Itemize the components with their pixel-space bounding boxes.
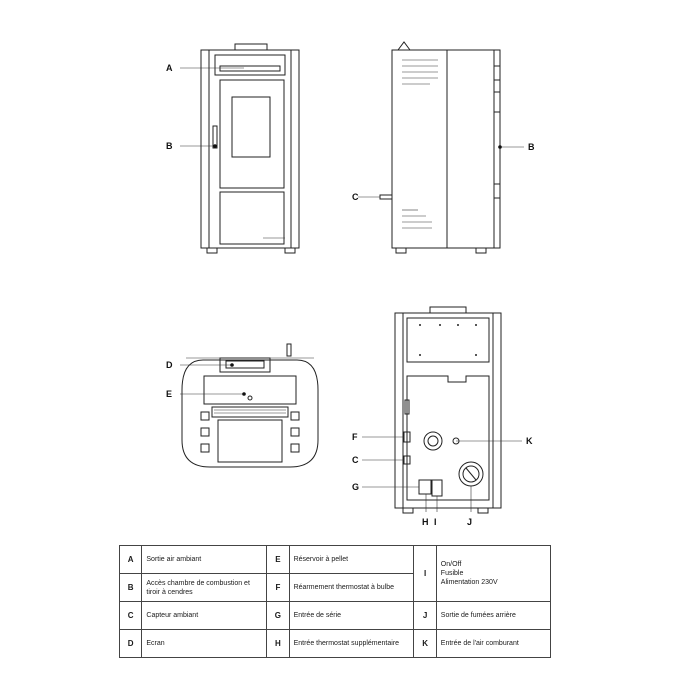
callout-back-k: K [526,436,533,446]
front-view [166,44,299,253]
legend-desc: Accès chambre de combustion et tiroir à cendres [142,574,267,602]
callout-back-i: I [434,517,437,527]
legend-desc: Réservoir à pellet [289,546,414,574]
top-view [166,344,318,467]
callout-back-g: G [352,482,360,492]
callout-top-d: D [166,360,173,370]
legend-key: I [414,546,436,602]
legend-desc: Capteur ambiant [142,602,267,630]
legend-i-line: Fusible [440,570,464,577]
callout-back-j: J [467,517,473,527]
legend-i-line: On/Off [440,561,462,568]
legend-row [120,546,551,574]
callout-front-a: A [166,63,173,73]
legend-desc: Sortie de fumées arrière [436,602,550,630]
legend-key: H [267,630,289,658]
legend-desc: Entrée de série [289,602,414,630]
callout-top-e: E [166,389,173,399]
legend-key: A [120,546,142,574]
callout-side-b: B [528,142,535,152]
legend-desc-i [436,546,550,602]
legend-key: D [120,630,142,658]
legend-desc: Ecran [142,630,267,658]
legend-row [120,630,551,658]
callout-back-f: F [352,432,358,442]
legend-key: B [120,574,142,602]
legend-row [120,602,551,630]
legend-key: E [267,546,289,574]
legend-key: G [267,602,289,630]
legend-table [119,545,551,658]
callout-front-b: B [166,141,173,151]
back-view [352,307,533,527]
legend-desc: Réarmement thermostat à bulbe [289,574,414,602]
callout-side-c: C [352,192,359,202]
callout-back-h: H [422,517,429,527]
legend-key: F [267,574,289,602]
legend-desc: Sortie air ambiant [142,546,267,574]
legend-key: K [414,630,436,658]
legend-desc: Entrée thermostat supplémentaire [289,630,414,658]
legend-key: J [414,602,436,630]
legend-desc: Entrée de l'air comburant [436,630,550,658]
side-view [352,42,535,253]
legend-i-line: Alimentation 230V [440,579,498,586]
callout-back-c: C [352,455,359,465]
legend-key: C [120,602,142,630]
